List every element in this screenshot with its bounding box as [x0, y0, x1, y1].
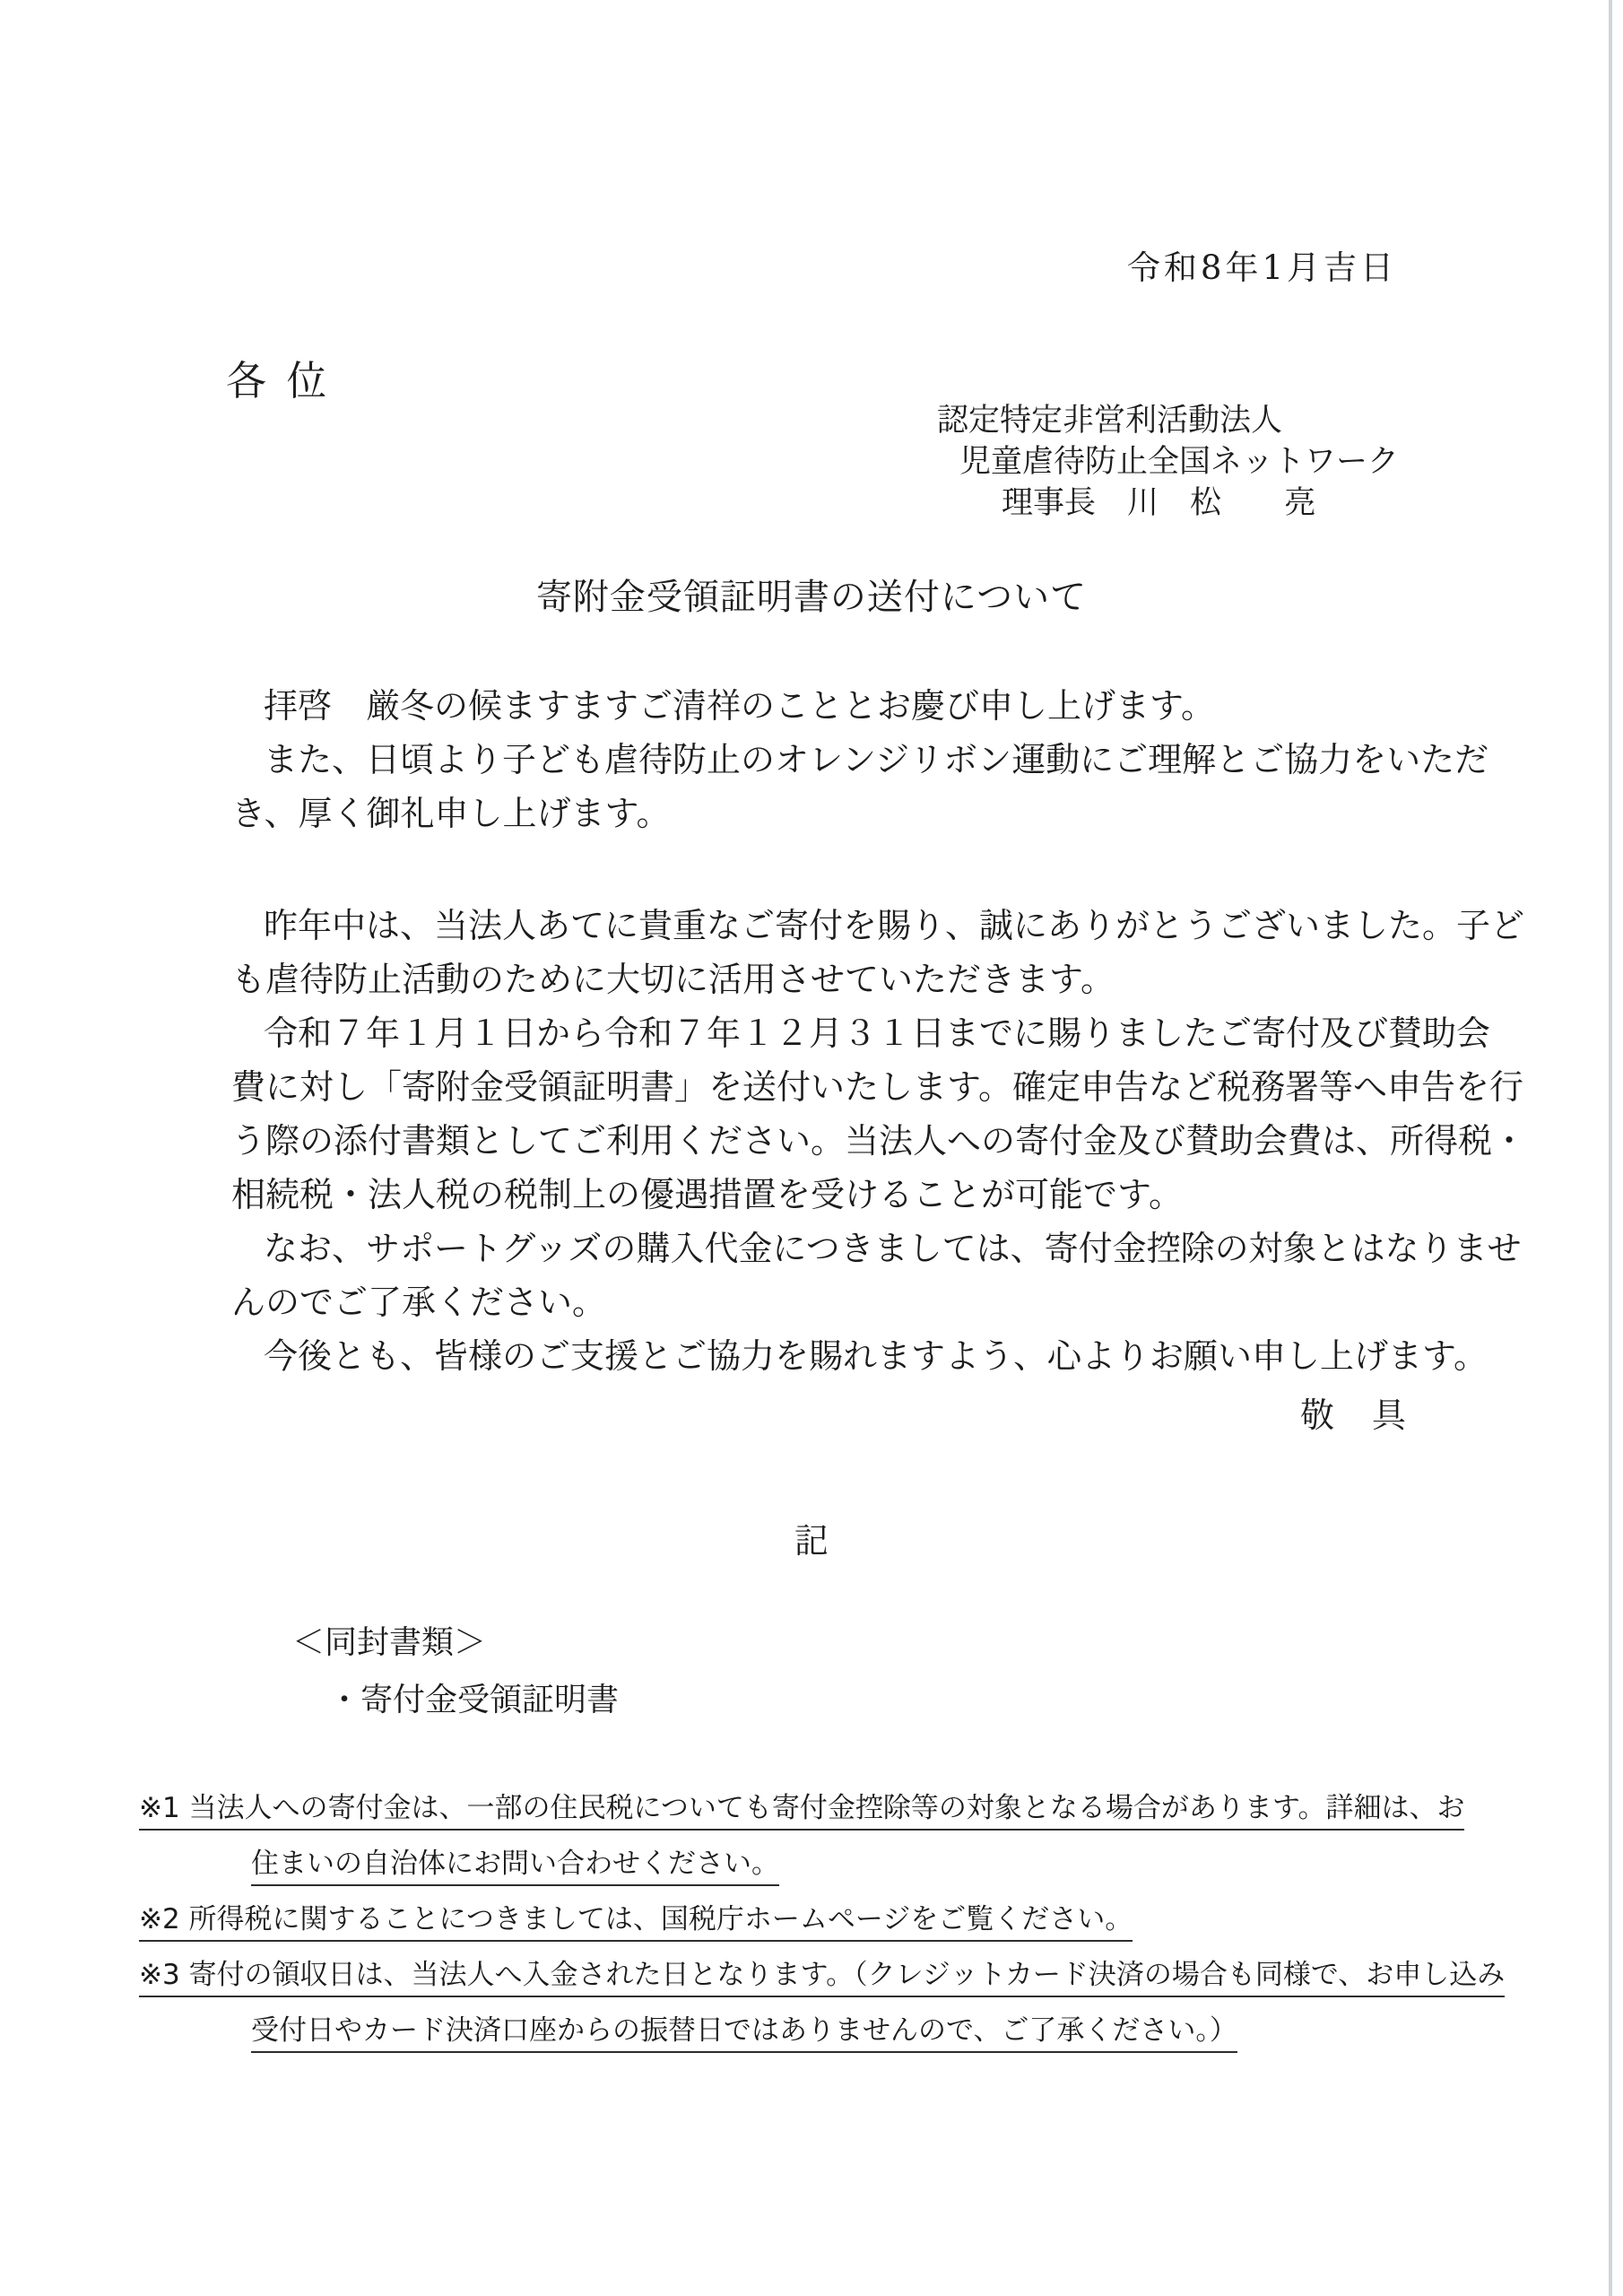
letter-date: 令和8年1月吉日 — [1126, 248, 1397, 287]
notes-section — [139, 1780, 1538, 2058]
note-text: 住まいの自治体にお問い合わせください。 — [251, 1846, 779, 1886]
note-text: ※1 当法人への寄付金は、一部の住民税についても寄付金控除等の対象となる場合があります。詳細は、お — [139, 1790, 1464, 1831]
scan-edge-line — [1609, 0, 1612, 2296]
sender-org-name: 児童虐待防止全国ネットワーク — [959, 444, 1400, 480]
body-line: 今後とも、皆様のご支援とご協力を賜れますよう、心よりお願い申し上げます。 — [264, 1336, 1488, 1376]
enclosure-item: ・寄付金受領証明書 — [328, 1682, 620, 1718]
closing-salutation: 敬 具 — [1299, 1396, 1408, 1435]
note-text: 受付日やカード決済口座からの振替日ではありませんので、ご了承ください。） — [251, 2013, 1237, 2053]
note-line — [251, 2003, 1538, 2058]
note-line — [251, 1836, 1538, 1892]
body-line: また、日頃より子ども虐待防止のオレンジリボン運動にご理解とご協力をいただ — [264, 740, 1489, 779]
body-line: も虐待防止活動のために大切に活用させていただきます。 — [231, 960, 1115, 999]
body-line: 相続税・法人税の税制上の優遇措置を受けることが可能です。 — [231, 1175, 1183, 1214]
body-line: なお、サポートグッズの購入代金につきましては、寄付金控除の対象とはなりませ — [264, 1229, 1522, 1268]
body-line: き、厚く御礼申し上げます。 — [231, 794, 671, 833]
body-line: 費に対し「寄附金受領証明書」を送付いたします。確定申告など税務署等へ申告を行 — [231, 1067, 1523, 1107]
note-line — [139, 1780, 1538, 1836]
note-text: ※3 寄付の領収日は、当法人へ入金された日となります。（クレジットカード決済の場合も同様で、お申し込み — [139, 1957, 1505, 1997]
sender-block — [937, 400, 1399, 524]
document-title: 寄附金受領証明書の送付について — [535, 577, 1088, 618]
letter-body — [231, 679, 1527, 1442]
note-text: ※2 所得税に関することにつきましては、国税庁ホームページをご覧ください。 — [139, 1901, 1133, 1942]
note-line — [139, 1892, 1538, 1947]
recipient-salutation: 各 位 — [226, 357, 327, 404]
enclosure-section — [292, 1614, 619, 1729]
body-line: 昨年中は、当法人あてに貴重なご寄付を賜り、誠にありがとうございました。子ど — [264, 906, 1525, 945]
body-line: う際の添付書類としてご利用ください。当法人への寄付金及び賛助会費は、所得税・ — [231, 1121, 1527, 1161]
record-mark: 記 — [794, 1521, 829, 1561]
note-line — [139, 1947, 1538, 2003]
body-line: んのでご了承ください。 — [231, 1283, 607, 1322]
sender-representative: 理事長 川 松 亮 — [1002, 485, 1316, 521]
sender-org-type: 認定特定非営利活動法人 — [937, 403, 1283, 439]
enclosure-heading: ＜同封書類＞ — [292, 1624, 487, 1661]
body-line: 令和７年１月１日から令和７年１２月３１日までに賜りましたご寄付及び賛助会 — [264, 1013, 1491, 1053]
body-line: 拝啓 厳冬の候ますますご清祥のこととお慶び申し上げます。 — [264, 686, 1215, 726]
